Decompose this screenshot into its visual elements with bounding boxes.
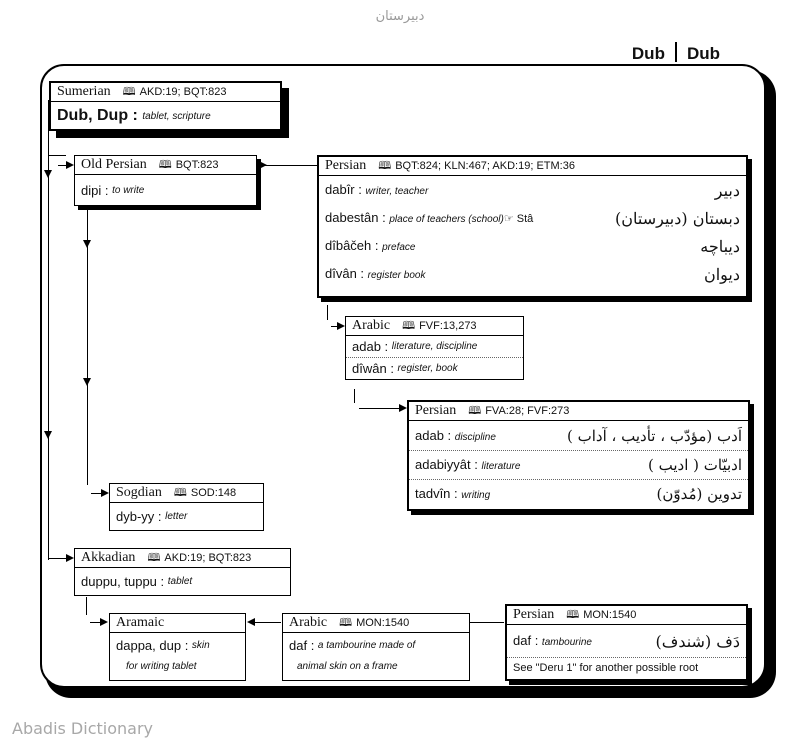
persian-box-1 bbox=[317, 155, 748, 298]
line-to-sogdian-h bbox=[91, 493, 101, 494]
persian-2-lang: Persian bbox=[415, 403, 457, 418]
trunk-arrow-1 bbox=[44, 170, 52, 178]
arabic-1-entry: dîwân : register, book bbox=[352, 360, 458, 376]
heading-separator bbox=[675, 42, 677, 62]
persian-3-word: daf bbox=[513, 633, 532, 648]
sumerian-refs: AKD:19; BQT:823 bbox=[139, 86, 227, 98]
aramaic-lang: Aramaic bbox=[116, 615, 165, 630]
persian-2-entry: adab : discipline اَدب (مؤدّب ، تأدیب ، آداب ) bbox=[409, 421, 748, 451]
persian-3-header bbox=[507, 606, 746, 625]
entry-native: دبستان (دبیرستان) bbox=[615, 208, 740, 228]
arabic-box-2 bbox=[282, 613, 470, 681]
entry-gloss: literature bbox=[481, 461, 521, 472]
persian-1-entry: dîbâčeh : preface دیباچه bbox=[325, 236, 740, 256]
line-to-arabic-1 bbox=[327, 305, 328, 320]
persian-1-header bbox=[319, 157, 746, 176]
aramaic-box bbox=[109, 613, 246, 681]
persian-1-refs: BQT:824; KLN:467; AKD:19; ETM:36 bbox=[395, 160, 575, 172]
aramaic-entry: dappa, dup : skin bbox=[116, 637, 210, 653]
line-to-persian-2-h bbox=[359, 408, 399, 409]
sogdian-word: dyb-yy bbox=[116, 509, 155, 524]
persian-1-entry: dabîr : writer, teacher دبیر bbox=[325, 180, 740, 200]
persian-2-entry: tadvîn : writing تدوین (مُدوّن) bbox=[415, 485, 742, 503]
entry-word: tadvîn bbox=[415, 486, 451, 501]
book-icon: 🕮 bbox=[339, 615, 353, 629]
line-to-akkadian bbox=[48, 558, 66, 559]
old-persian-word: dipi bbox=[81, 182, 102, 198]
book-icon: 🕮 bbox=[122, 84, 136, 98]
persian-2-header bbox=[409, 402, 748, 421]
entry-word: dabestân bbox=[325, 210, 379, 225]
persian-3-note: See "Deru 1" for another possible root bbox=[513, 662, 699, 674]
arabic-1-refs: FVF:13,273 bbox=[419, 320, 477, 332]
sogdian-header bbox=[110, 484, 263, 503]
persian-2-refs: FVA:28; FVF:273 bbox=[485, 405, 570, 417]
old-persian-refs: BQT:823 bbox=[175, 159, 219, 171]
akkadian-entry: duppu, tuppu : tablet bbox=[81, 574, 193, 589]
sogdian-lang: Sogdian bbox=[116, 485, 162, 500]
akkadian-lang: Akkadian bbox=[81, 550, 136, 565]
entry-word: dabîr bbox=[325, 182, 355, 197]
persian-3-refs: MON:1540 bbox=[583, 609, 637, 621]
entry-gloss: register, book bbox=[397, 362, 458, 374]
heading-right: Dub bbox=[686, 44, 720, 63]
entry-gloss: writer, teacher bbox=[365, 186, 429, 197]
arabic-1-header bbox=[346, 317, 523, 336]
entry-word: adab bbox=[352, 339, 381, 354]
entry-native: ادبیّات ( ادیب ) bbox=[648, 456, 742, 474]
arabic-box-1 bbox=[345, 316, 524, 380]
entry-word: dîbâčeh bbox=[325, 238, 372, 253]
sumerian-word: Dub, Dup bbox=[57, 107, 129, 124]
old-persian-lang: Old Persian bbox=[81, 157, 147, 172]
sogdian-box bbox=[109, 483, 264, 531]
akkadian-refs: AKD:19; BQT:823 bbox=[164, 552, 252, 564]
aramaic-entry-cont bbox=[110, 657, 245, 675]
entry-word: adabiyyât bbox=[415, 457, 471, 472]
line-to-aramaic-h bbox=[90, 622, 100, 623]
arrow-down-sogdian-2 bbox=[83, 378, 91, 386]
arabic-1-entry: adab : literature, discipline bbox=[346, 336, 523, 358]
persian-box-2 bbox=[407, 400, 750, 511]
footer-brand: Abadis Dictionary bbox=[12, 719, 153, 738]
persian-2-entry: adabiyyât : literature ادبیّات ( ادیب ) bbox=[409, 451, 748, 480]
entry-native: تدوین (مُدوّن) bbox=[656, 485, 742, 503]
book-icon: 🕮 bbox=[158, 157, 172, 171]
sogdian-entry: dyb-yy : letter bbox=[116, 509, 188, 524]
line-to-persian-2 bbox=[354, 389, 355, 403]
entry-gloss: writing bbox=[461, 490, 491, 501]
old-persian-header bbox=[75, 156, 256, 175]
arabic-2-word: daf bbox=[289, 637, 308, 653]
persian-3-note-row bbox=[507, 658, 746, 678]
entry-gloss: preface bbox=[382, 242, 416, 253]
arabic-2-header bbox=[283, 614, 469, 633]
trunk-line bbox=[48, 100, 49, 560]
akkadian-word: duppu, tuppu bbox=[81, 574, 157, 589]
arabic-2-refs: MON:1540 bbox=[356, 617, 410, 629]
entry-gloss: discipline bbox=[454, 431, 496, 443]
entry-native: اَدب (مؤدّب ، تأدیب ، آداب ) bbox=[566, 426, 742, 445]
entry-heading bbox=[632, 42, 720, 64]
old-persian-gloss: to write bbox=[112, 184, 145, 196]
entry-word: dîvân bbox=[325, 266, 357, 281]
arrow-down-sogdian-1 bbox=[83, 240, 91, 248]
page-title: دبیرستان bbox=[375, 9, 425, 24]
entry-native: دبیر bbox=[714, 180, 740, 200]
sumerian-box bbox=[49, 81, 282, 131]
book-icon: 🕮 bbox=[173, 485, 187, 499]
akkadian-header bbox=[75, 549, 290, 568]
entry-native: دیباچه bbox=[700, 236, 740, 256]
entry-word: adab bbox=[415, 427, 444, 443]
sumerian-lang: Sumerian bbox=[57, 84, 111, 99]
aramaic-gloss: skin bbox=[191, 639, 210, 651]
persian-1-entry: dîvân : register book دیوان bbox=[325, 264, 740, 284]
entry-native: دیوان bbox=[703, 264, 740, 284]
entry-gloss: register book bbox=[367, 270, 426, 281]
trunk-arrow-2 bbox=[44, 431, 52, 439]
sogdian-refs: SOD:148 bbox=[190, 487, 237, 499]
arabic-2-gloss: a tambourine made of bbox=[317, 639, 416, 651]
arrow-to-akkadian bbox=[66, 554, 74, 562]
book-icon: 🕮 bbox=[378, 158, 392, 172]
aramaic-header bbox=[110, 614, 245, 633]
book-icon: 🕮 bbox=[468, 403, 482, 417]
arabic-2-entry-cont bbox=[283, 657, 469, 675]
line-to-old-persian bbox=[48, 155, 66, 156]
persian-3-lang: Persian bbox=[513, 607, 555, 622]
persian-box-3 bbox=[505, 604, 748, 681]
book-icon: 🕮 bbox=[566, 607, 580, 621]
sumerian-header bbox=[51, 83, 280, 102]
arrow-to-aramaic-from-arabic bbox=[247, 618, 255, 626]
corner-sogdian bbox=[87, 484, 88, 485]
arabic-1-lang: Arabic bbox=[352, 318, 391, 333]
line-to-old-persian-2 bbox=[58, 165, 68, 166]
entry-word: dîwân bbox=[352, 360, 387, 376]
arrow-to-arabic-1 bbox=[337, 322, 345, 330]
arrow-to-persian-2 bbox=[399, 404, 407, 412]
akkadian-box bbox=[74, 548, 291, 596]
line-old-persian-to-persian bbox=[265, 165, 317, 166]
entry-gloss: literature, discipline bbox=[391, 341, 478, 352]
akkadian-gloss: tablet bbox=[167, 576, 193, 587]
book-icon: 🕮 bbox=[147, 550, 161, 564]
aramaic-word: dappa, dup bbox=[116, 637, 182, 653]
heading-left: Dub bbox=[631, 44, 665, 63]
line-to-aramaic bbox=[86, 597, 87, 615]
aramaic-gloss-2: for writing tablet bbox=[126, 660, 197, 672]
entry-gloss: place of teachers (school) bbox=[389, 214, 504, 225]
sogdian-gloss: letter bbox=[165, 511, 188, 522]
arabic-2-entry: daf : a tambourine made of bbox=[289, 637, 416, 653]
old-persian-box bbox=[74, 155, 257, 206]
arrow-to-sogdian bbox=[101, 489, 109, 497]
old-persian-entry: dipi : to write bbox=[81, 182, 145, 198]
book-icon: 🕮 bbox=[402, 318, 416, 332]
persian-1-entry: dabestân : place of teachers (school)☞ Stâ دبستان (دبیرستان) bbox=[325, 208, 740, 228]
persian-3-entry: daf : tambourine دَف (شندف) bbox=[507, 625, 746, 658]
persian-3-gloss: tambourine bbox=[541, 637, 592, 648]
persian-3-native: دَف (شندف) bbox=[655, 631, 740, 651]
arabic-2-lang: Arabic bbox=[289, 615, 328, 630]
arrow-old-persian-side bbox=[259, 161, 267, 169]
persian-1-lang: Persian bbox=[325, 158, 367, 173]
line-arabic2-aramaic bbox=[253, 622, 281, 623]
arrow-to-aramaic bbox=[100, 618, 108, 626]
line-persian3-arabic2 bbox=[470, 622, 504, 623]
sumerian-entry: Dub, Dup : tablet, scripture bbox=[57, 107, 211, 124]
entry-crossref: ☞ Stâ bbox=[503, 213, 534, 225]
arabic-2-gloss-2: animal skin on a frame bbox=[297, 660, 398, 672]
sumerian-gloss: tablet, scripture bbox=[142, 110, 211, 122]
